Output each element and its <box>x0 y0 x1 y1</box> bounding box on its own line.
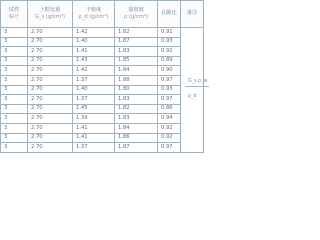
table-row <box>1 95 204 105</box>
header-void-ratio <box>158 1 181 28</box>
header-dry-density <box>73 1 115 28</box>
table-cell: 3 <box>1 104 28 114</box>
table-cell: 1.84 <box>115 66 158 76</box>
table-cell: 2.70 <box>28 123 73 133</box>
table-cell: 1.86 <box>115 133 158 143</box>
table-cell: 3 <box>1 133 28 143</box>
table-cell: 3 <box>1 85 28 95</box>
table-cell: 0.94 <box>158 114 181 124</box>
header-line1: 孔隙比 <box>161 10 177 17</box>
table-cell: 3 <box>1 37 28 47</box>
header-wet-density <box>115 1 158 28</box>
table-row <box>1 123 204 133</box>
table-cell: 2.70 <box>28 56 73 66</box>
table-row <box>1 85 204 95</box>
table-cell: 0.93 <box>158 37 181 47</box>
table-header <box>1 1 204 28</box>
table-cell: 1.40 <box>73 37 115 47</box>
table-cell: 0.92 <box>158 47 181 57</box>
table-cell: 0.97 <box>158 143 181 153</box>
table-row <box>1 133 204 143</box>
table-cell: 1.80 <box>115 85 158 95</box>
table-cell: 1.83 <box>115 95 158 105</box>
table-cell: 1.43 <box>73 56 115 66</box>
table-cell: 2.70 <box>28 114 73 124</box>
table-cell: 1.37 <box>73 75 115 85</box>
table-cell: 1.40 <box>73 85 115 95</box>
table-cell: 1.83 <box>115 47 158 57</box>
table-cell: 3 <box>1 114 28 124</box>
table-body <box>1 28 208 153</box>
header-specific-gravity <box>28 1 73 28</box>
table-cell: 3 <box>1 56 28 66</box>
table-row <box>1 37 204 47</box>
formula-numerator: G_s·ρ_w <box>185 80 209 87</box>
table-cell: 1.83 <box>115 114 158 124</box>
table-cell: 0.91 <box>158 28 181 38</box>
table-cell: 1.45 <box>73 104 115 114</box>
table-cell: 3 <box>1 28 28 38</box>
table-row <box>1 75 204 85</box>
table-cell: 2.70 <box>28 28 73 38</box>
table-cell: 2.70 <box>28 143 73 153</box>
table-cell: 2.70 <box>28 75 73 85</box>
table-cell: 1.87 <box>115 37 158 47</box>
table-cell: 1.37 <box>73 95 115 105</box>
table-cell: 2.70 <box>28 133 73 143</box>
header-line1: 试件 <box>8 6 20 13</box>
table-cell: 2.70 <box>28 37 73 47</box>
table-cell: 2.70 <box>28 85 73 95</box>
header-line2: 编号 <box>8 14 20 20</box>
table-row <box>1 104 204 114</box>
header-line2: ρ_d (g/cm³) <box>78 14 109 20</box>
table-cell: 0.89 <box>158 56 181 66</box>
table-cell: 0.86 <box>158 104 181 114</box>
table-cell: 1.82 <box>115 28 158 38</box>
table-cell: 1.41 <box>73 123 115 133</box>
header-row <box>1 1 204 28</box>
remark-cell <box>181 28 208 153</box>
table-row <box>1 47 204 57</box>
table-cell: 1.87 <box>115 143 158 153</box>
table-row <box>1 114 204 124</box>
table-cell: 3 <box>1 47 28 57</box>
table-cell: 1.41 <box>73 133 115 143</box>
table-cell: 0.90 <box>158 66 181 76</box>
table-cell: 2.70 <box>28 66 73 76</box>
table-cell: 1.42 <box>73 66 115 76</box>
table-row <box>1 28 204 38</box>
table-cell: 2.70 <box>28 95 73 105</box>
table-cell: 2.70 <box>28 104 73 114</box>
table-cell: 1.85 <box>115 56 158 66</box>
header-remark <box>181 1 204 28</box>
table-cell: 3 <box>1 75 28 85</box>
table-row <box>1 56 204 66</box>
table-cell: 2.70 <box>28 47 73 57</box>
table-cell: 0.92 <box>158 123 181 133</box>
table-container <box>0 0 208 166</box>
header-line1: 备注 <box>186 10 198 17</box>
header-line2: G_s (g/cm³) <box>34 14 66 20</box>
table-cell: 1.88 <box>115 75 158 85</box>
header-line1: 土粒比重 <box>39 6 61 13</box>
table-cell: 0.93 <box>158 85 181 95</box>
table-cell: 1.39 <box>73 114 115 124</box>
table-cell: 1.42 <box>73 28 115 38</box>
header-line2: ρ (g/cm³) <box>123 14 148 20</box>
table-cell: 3 <box>1 123 28 133</box>
header-line1: 干密度 <box>85 6 102 13</box>
header-line1: 湿密度 <box>128 6 144 13</box>
table-cell: 1.84 <box>115 123 158 133</box>
table-cell: 0.97 <box>158 95 181 105</box>
table-cell: 0.92 <box>158 133 181 143</box>
table-cell: 3 <box>1 95 28 105</box>
table-cell: 0.97 <box>158 75 181 85</box>
data-table <box>0 0 208 153</box>
table-cell: 3 <box>1 66 28 76</box>
formula-denominator: ρ_d <box>188 93 197 99</box>
table-cell: 1.37 <box>73 143 115 153</box>
header-specimen-no <box>1 1 28 28</box>
table-row <box>1 66 204 76</box>
table-cell: 1.82 <box>115 104 158 114</box>
table-cell: 1.41 <box>73 47 115 57</box>
table-cell: 3 <box>1 143 28 153</box>
table-row <box>1 143 204 153</box>
